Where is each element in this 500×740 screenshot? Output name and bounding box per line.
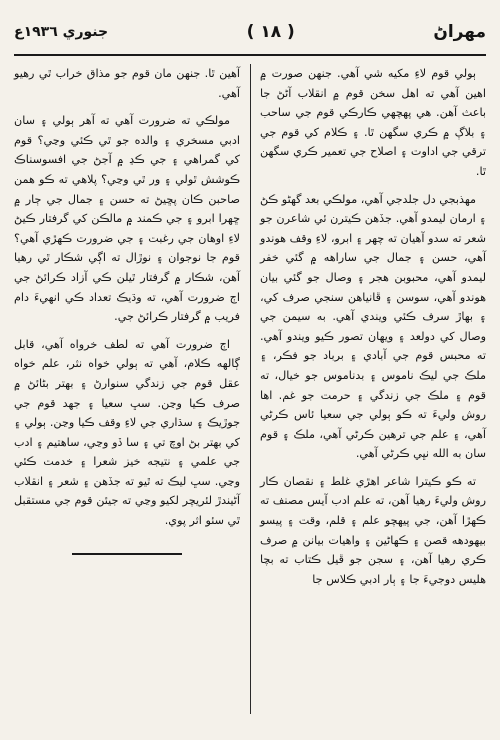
newspaper-page [14, 12, 486, 728]
header-rule [14, 54, 486, 56]
issue-date: جنوري ١٩٣٦ع [14, 24, 109, 40]
page-number: ( ١٨ ) [246, 22, 295, 42]
paragraph: ٻولي قوم لاءِ مکيه شي آهي. جنهن صورت ۾ اهين آهي ته اهل سخن قوم ۾ انقلاب آڻڻ جا باعث آهن. هي پهچهي ڪارڪي قوم جي ساحب ۽ بلاڳ ۾ ڪري سگهن ٿا. ۽ ڪلام کي قوم جي ترقي جي اداوت ۽ اصلاح جي تعمير ڪري سگهن ٿا. [260, 67, 486, 178]
paragraph: ته ڪو ڪيترا شاعر اهڙي غلط ۽ نقصان ڪار روش وليءَ رهيا آهن، ته علم ادب آيس مصنف ته ڪهڙا آهن، جي پيهچو علم ۽ قلم، وقت ۽ پيسو بيهودهه قصن ۽ ڪهاڻين ۽ واهيات بيانن ۾ صرف ڪري رهيا آهن، ۽ سجن جو ڦيل ڪتاب ته بچا هليس دوجيءَ جا ۽ ٻار ادبي ڪلاس جا [260, 474, 486, 586]
page-header [14, 12, 486, 52]
column-divider [250, 64, 251, 714]
right-column [260, 64, 486, 597]
journal-name: مهراڻ [433, 22, 486, 42]
paragraph: اڄ ضرورت آهي ته لطف خرواه آهي، قابل ڳالهه ڪلام، آهي ته ٻولي خواه نثر، علم خواه عقل قوم جي زندگي سنوارڻ ۽ بهتر بڻائڻ ۾ صرف ڪيا وڃن. سڀ سعيا ۽ جهد قوم جي جوڙيڪ ۽ سڌاري جي لاءِ وقف ڪيا وڃن. ٻولي ۽ کي بهتر بڻ اوچ تي ۽ سا ڏو وڃي، ساهتيم ۽ ادب جي علمي ۽ نتيجه خيز شعرا ۽ خدمت ڪئي وڃي. سڀ ليڪ ته ٿيو ته جڏهن ۽ شعر ۽ انقلاب آڻيندڙ لئريچر لکيو وڃي ته جيئن قوم جي مستقبل ٿي سئو اثر پوي. [14, 337, 240, 528]
paragraph: آهين ٿا. جنهن مان قوم جو مذاق خراب ٿي رهيو آهي. [14, 67, 240, 100]
paragraph: مهذبجي دل جلدجي آهي، مولڪي بعد گهڻو ڪڻ ۽ ارمان ليمدو آهي. جڏهن ڪيترن ئي شاعرن جو شعر ته سدو آهيان ته چهر ۽ ابرو، لاءِ وقف هوندو آهي، حسن ۽ جمال جي ساراهه ۾ گئي خفر ليمدو آهي، محبوبن هجر ۽ وصال جو گئي بيان هوندو آهي، سوسن ۽ ڦانياهن سنجي صرف کي، ۽ بهاڙ سرف ڪئي ويندي آهي. به سيمن جي وصال کي دولعد ۽ ويهان تصور ڪيو ويندو آهي. ته محبس قوم جي آبادي ۽ برباد جو فڪر، ۽ ملڪ جي ليڪ ناموس ۽ بدناموس جو خيال، ته قوم ۽ ملڪ جي زندگي ۽ حرمت جو غم. اها روش وليءَ ته ڪو ٻولي جي سعيا ئاس ڪرڻي آهي، ۽ علم جي ترهين ڪرڻي آهي، ملڪ ۽ قوم سان به الله نڀي ڪرڻي آهي. [260, 192, 486, 461]
article-end-rule [72, 553, 182, 555]
left-column [14, 64, 240, 555]
paragraph: مولڪي ته ضرورت آهي ته آهر ٻولي ۽ سان ادبي مسخري ۽ والده جو ٿي ڪئي وڃي؟ قوم کي گمراهي ۽ جي ڪڍ ۾ آجڻ جي افسوسناڪ ڪوشش ٿولي ۽ ور ٿي وڃي؟ پلاهي ته ڪو همن صاحبن ڪان پڇيڻ ته حسن ۽ جمال جي ڄار ۾ ڇهرا ابرو ۽ جي ڪمند ۾ مالڪن کي گرفتار ڪيڻ لاءِ اوهان جي رغبت ۽ جي ضرورت ڪهڙي آهي؟ قوم جا نوجوان ۽ نوڙال ته اڳي شڪار ٿي رهيا آهن، شڪار ۾ گرفتار ٿيلن ڪي آزاد ڪرائڻ جي اڄ ضرورت آهي، ته وڌيڪ تعداد ڪي انهيءَ دام فريب ۾ گرفتار ڪرائڻ جي. [14, 114, 240, 324]
